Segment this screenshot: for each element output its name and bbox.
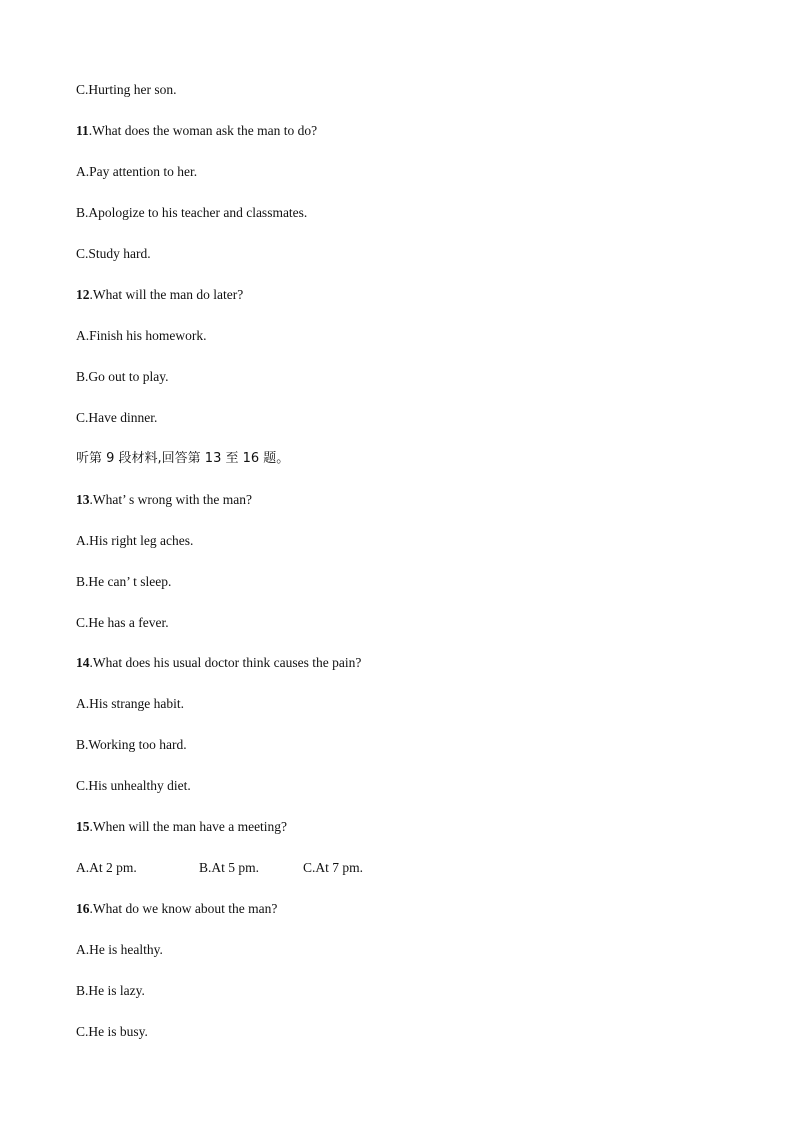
question-11 <box>76 123 317 139</box>
question-text: .When will the man have a meeting? <box>89 819 288 834</box>
question-14 <box>76 655 361 671</box>
option-b-q15: B.At 5 pm. <box>199 860 260 875</box>
option-b-q13: B.He can’ t sleep. <box>76 574 172 589</box>
question-text: .What’ s wrong with the man? <box>89 492 252 507</box>
option-a-q12: A.Finish his homework. <box>76 328 207 343</box>
option-a-q11: A.Pay attention to her. <box>76 164 198 179</box>
question-number: 12 <box>76 287 90 302</box>
option-b-q14: B.Working too hard. <box>76 737 187 752</box>
option-b-q11: B.Apologize to his teacher and classmates. <box>76 205 308 220</box>
option-c-q16: C.He is busy. <box>76 1024 148 1039</box>
option-c-q11: C.Study hard. <box>76 246 151 261</box>
option-a-q14: A.His strange habit. <box>76 696 184 711</box>
question-16 <box>76 901 277 917</box>
question-13 <box>76 492 252 508</box>
question-number: 16 <box>76 901 90 916</box>
question-number: 15 <box>76 819 90 834</box>
question-number: 11 <box>76 123 89 138</box>
question-text: .What does the woman ask the man to do? <box>88 123 318 138</box>
section-heading: 听第 9 段材料,回答第 13 至 16 题。 <box>76 451 290 466</box>
question-12 <box>76 287 243 303</box>
option-a-q13: A.His right leg aches. <box>76 533 194 548</box>
option-a-q16: A.He is healthy. <box>76 942 163 957</box>
option-c-q12: C.Have dinner. <box>76 410 158 425</box>
option-a-q15: A.At 2 pm. <box>76 860 137 875</box>
option-c-q15: C.At 7 pm. <box>303 860 364 875</box>
question-number: 14 <box>76 655 90 670</box>
question-text: .What does his usual doctor think causes the pain? <box>89 655 362 670</box>
option-b-q12: B.Go out to play. <box>76 369 169 384</box>
option-b-q16: B.He is lazy. <box>76 983 145 998</box>
question-text: .What will the man do later? <box>89 287 244 302</box>
option-c-q13: C.He has a fever. <box>76 615 169 630</box>
option-c-q10: C.Hurting her son. <box>76 82 177 97</box>
question-text: .What do we know about the man? <box>89 901 278 916</box>
options-row-q15 <box>76 860 476 876</box>
option-c-q14: C.His unhealthy diet. <box>76 778 191 793</box>
question-number: 13 <box>76 492 90 507</box>
question-15 <box>76 819 287 835</box>
